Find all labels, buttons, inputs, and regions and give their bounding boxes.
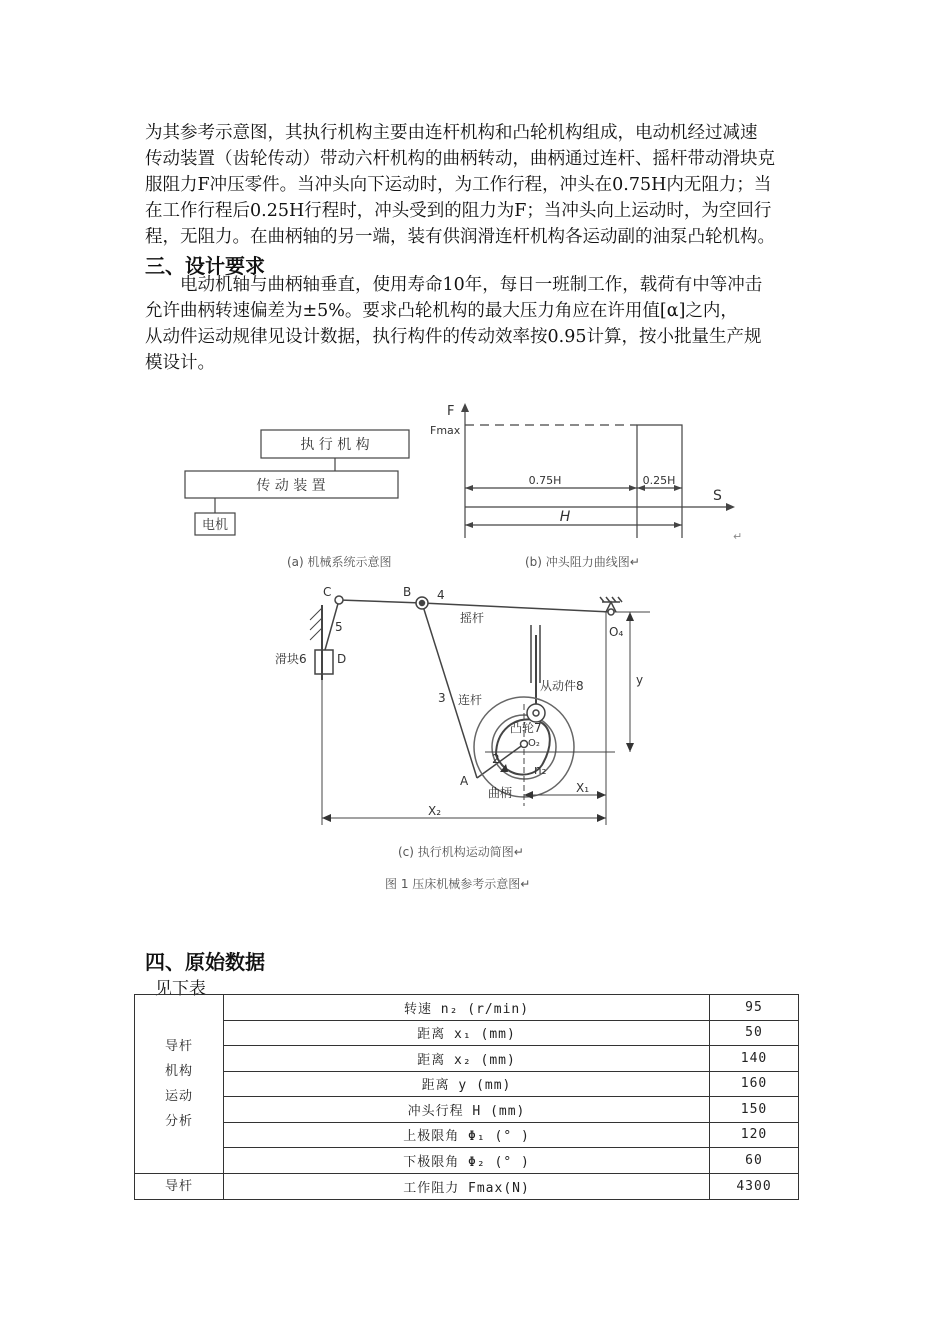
connecting-rod: [422, 603, 477, 778]
figure-c-mechanism: [270, 580, 690, 830]
value-cell: 60: [710, 1148, 799, 1174]
label-cam: 凸轮7: [510, 721, 542, 735]
label-x1: X₁: [576, 781, 590, 795]
figure-b-chart: [425, 398, 745, 548]
label-x2: X₂: [428, 804, 442, 818]
param-cell: 距离 y (mm): [224, 1071, 710, 1097]
label-rod: 连杆: [458, 693, 483, 707]
table-row: [135, 1097, 799, 1123]
joint-o2: [521, 741, 528, 748]
seg2-label: 0.25H: [642, 474, 676, 487]
value-cell: 150: [710, 1097, 799, 1123]
table-row: [135, 1020, 799, 1046]
table-row: [135, 995, 799, 1021]
value-cell: 4300: [710, 1173, 799, 1199]
section3-line: 模设计。: [145, 353, 215, 373]
intro-paragraph: [145, 120, 815, 250]
param-cell: 工作阻力 Fmax(N): [224, 1173, 710, 1199]
param-cell: 转速 n₂ (r/min): [224, 995, 710, 1021]
section4-note: 见下表: [155, 979, 206, 999]
figure-caption: 图 1 压床机械参考示意图↵: [385, 877, 531, 891]
data-table: [134, 994, 799, 1200]
label-3: 3: [438, 691, 446, 705]
table-row: [135, 1173, 799, 1199]
y-axis-label: F: [447, 404, 455, 419]
intro-line: 传动装置（齿轮传动）带动六杆机构的曲柄转动，曲柄通过连杆、摇杆带动滑块克: [145, 149, 775, 169]
param-cell: 距离 x₁ (mm): [224, 1020, 710, 1046]
value-cell: 160: [710, 1071, 799, 1097]
section3-line: 电动机轴与曲柄轴垂直，使用寿命10年，每日一班制工作，载荷有中等冲击: [180, 275, 763, 295]
label-follower: 从动件8: [540, 679, 584, 693]
group-line: 机构: [164, 1063, 193, 1079]
figure-a-diagram: [180, 420, 420, 545]
label-rocker: 摇杆: [460, 611, 485, 625]
intro-line: 服阻力F冲压零件。当冲头向下运动时，为工作行程，冲头在0.75H内无阻力；当: [145, 175, 772, 195]
label-o4: O₄: [609, 625, 624, 639]
value-cell: 120: [710, 1122, 799, 1148]
section4-title: 四、原始数据: [145, 950, 265, 974]
param-cell: 上极限角 Φ₁ (° ): [224, 1122, 710, 1148]
param-cell: 下极限角 Φ₂ (° ): [224, 1148, 710, 1174]
table-row: [135, 1148, 799, 1174]
value-cell: 50: [710, 1020, 799, 1046]
group-line: 分析: [164, 1113, 193, 1129]
label-4: 4: [437, 588, 445, 602]
x-axis-label: S: [713, 488, 722, 504]
section3-line: 从动件运动规律见设计数据，执行构件的传动效率按0.95计算，按小批量生产规: [145, 327, 762, 347]
param-cell: 距离 x₂ (mm): [224, 1046, 710, 1072]
table-row: [135, 1071, 799, 1097]
slider-block: [315, 650, 333, 674]
group-cell: 导杆: [135, 1173, 224, 1199]
intro-line: 程，无阻力。在曲柄轴的另一端，装有供润滑连杆机构各运动副的油泵凸轮机构。: [145, 227, 775, 247]
label-o2: O₂: [528, 738, 540, 749]
seg1-label: 0.75H: [528, 474, 562, 487]
label-b: B: [403, 585, 412, 599]
value-cell: 95: [710, 995, 799, 1021]
box1-label: 执 行 机 构: [300, 437, 370, 453]
section3-paragraph: [145, 272, 815, 376]
label-n2: n₂: [534, 763, 547, 777]
joint-o4: [608, 609, 614, 615]
link-cb: [339, 600, 422, 603]
label-d: D: [337, 652, 347, 666]
section3-title: 三、设计要求: [145, 254, 265, 278]
param-cell: 冲头行程 H (mm): [224, 1097, 710, 1123]
section3-line: 允许曲柄转速偏差为±5%。要求凸轮机构的最大压力角应在许用值[α]之内，: [145, 301, 738, 321]
label-2: 2: [492, 752, 500, 766]
label-slider: 滑块6: [275, 652, 307, 666]
intro-line: 为其参考示意图，其执行机构主要由连杆机构和凸轮机构组成，电动机经过减速: [145, 123, 758, 143]
rocker-link: [422, 603, 611, 612]
joint-c: [335, 596, 343, 604]
table-row: [135, 1046, 799, 1072]
group-line: 导杆: [164, 1038, 193, 1054]
label-crank: 曲柄: [488, 786, 513, 800]
label-5: 5: [335, 620, 343, 634]
label-a: A: [460, 774, 469, 788]
figure-c-caption: (c) 执行机构运动简图↵: [398, 845, 524, 859]
crank-link: [477, 744, 524, 778]
label-y: y: [636, 673, 644, 687]
label-c: C: [323, 585, 332, 599]
box2-label: 传 动 装 置: [256, 478, 326, 494]
group-line: 运动: [164, 1088, 193, 1104]
figure-b-caption: (b) 冲头阻力曲线图↵: [525, 555, 640, 569]
total-label: H: [559, 509, 571, 525]
fmax-label: Fmax: [430, 424, 461, 437]
paragraph-mark: ↵: [733, 530, 743, 543]
figure-a-caption: (a) 机械系统示意图: [287, 555, 392, 569]
intro-line: 在工作行程后0.25H行程时，冲头受到的阻力为F；当冲头向上运动时，为空回行: [145, 201, 772, 221]
table-row: [135, 1122, 799, 1148]
group-cell: [135, 995, 224, 1174]
value-cell: 140: [710, 1046, 799, 1072]
box3-label: 电机: [201, 518, 229, 533]
